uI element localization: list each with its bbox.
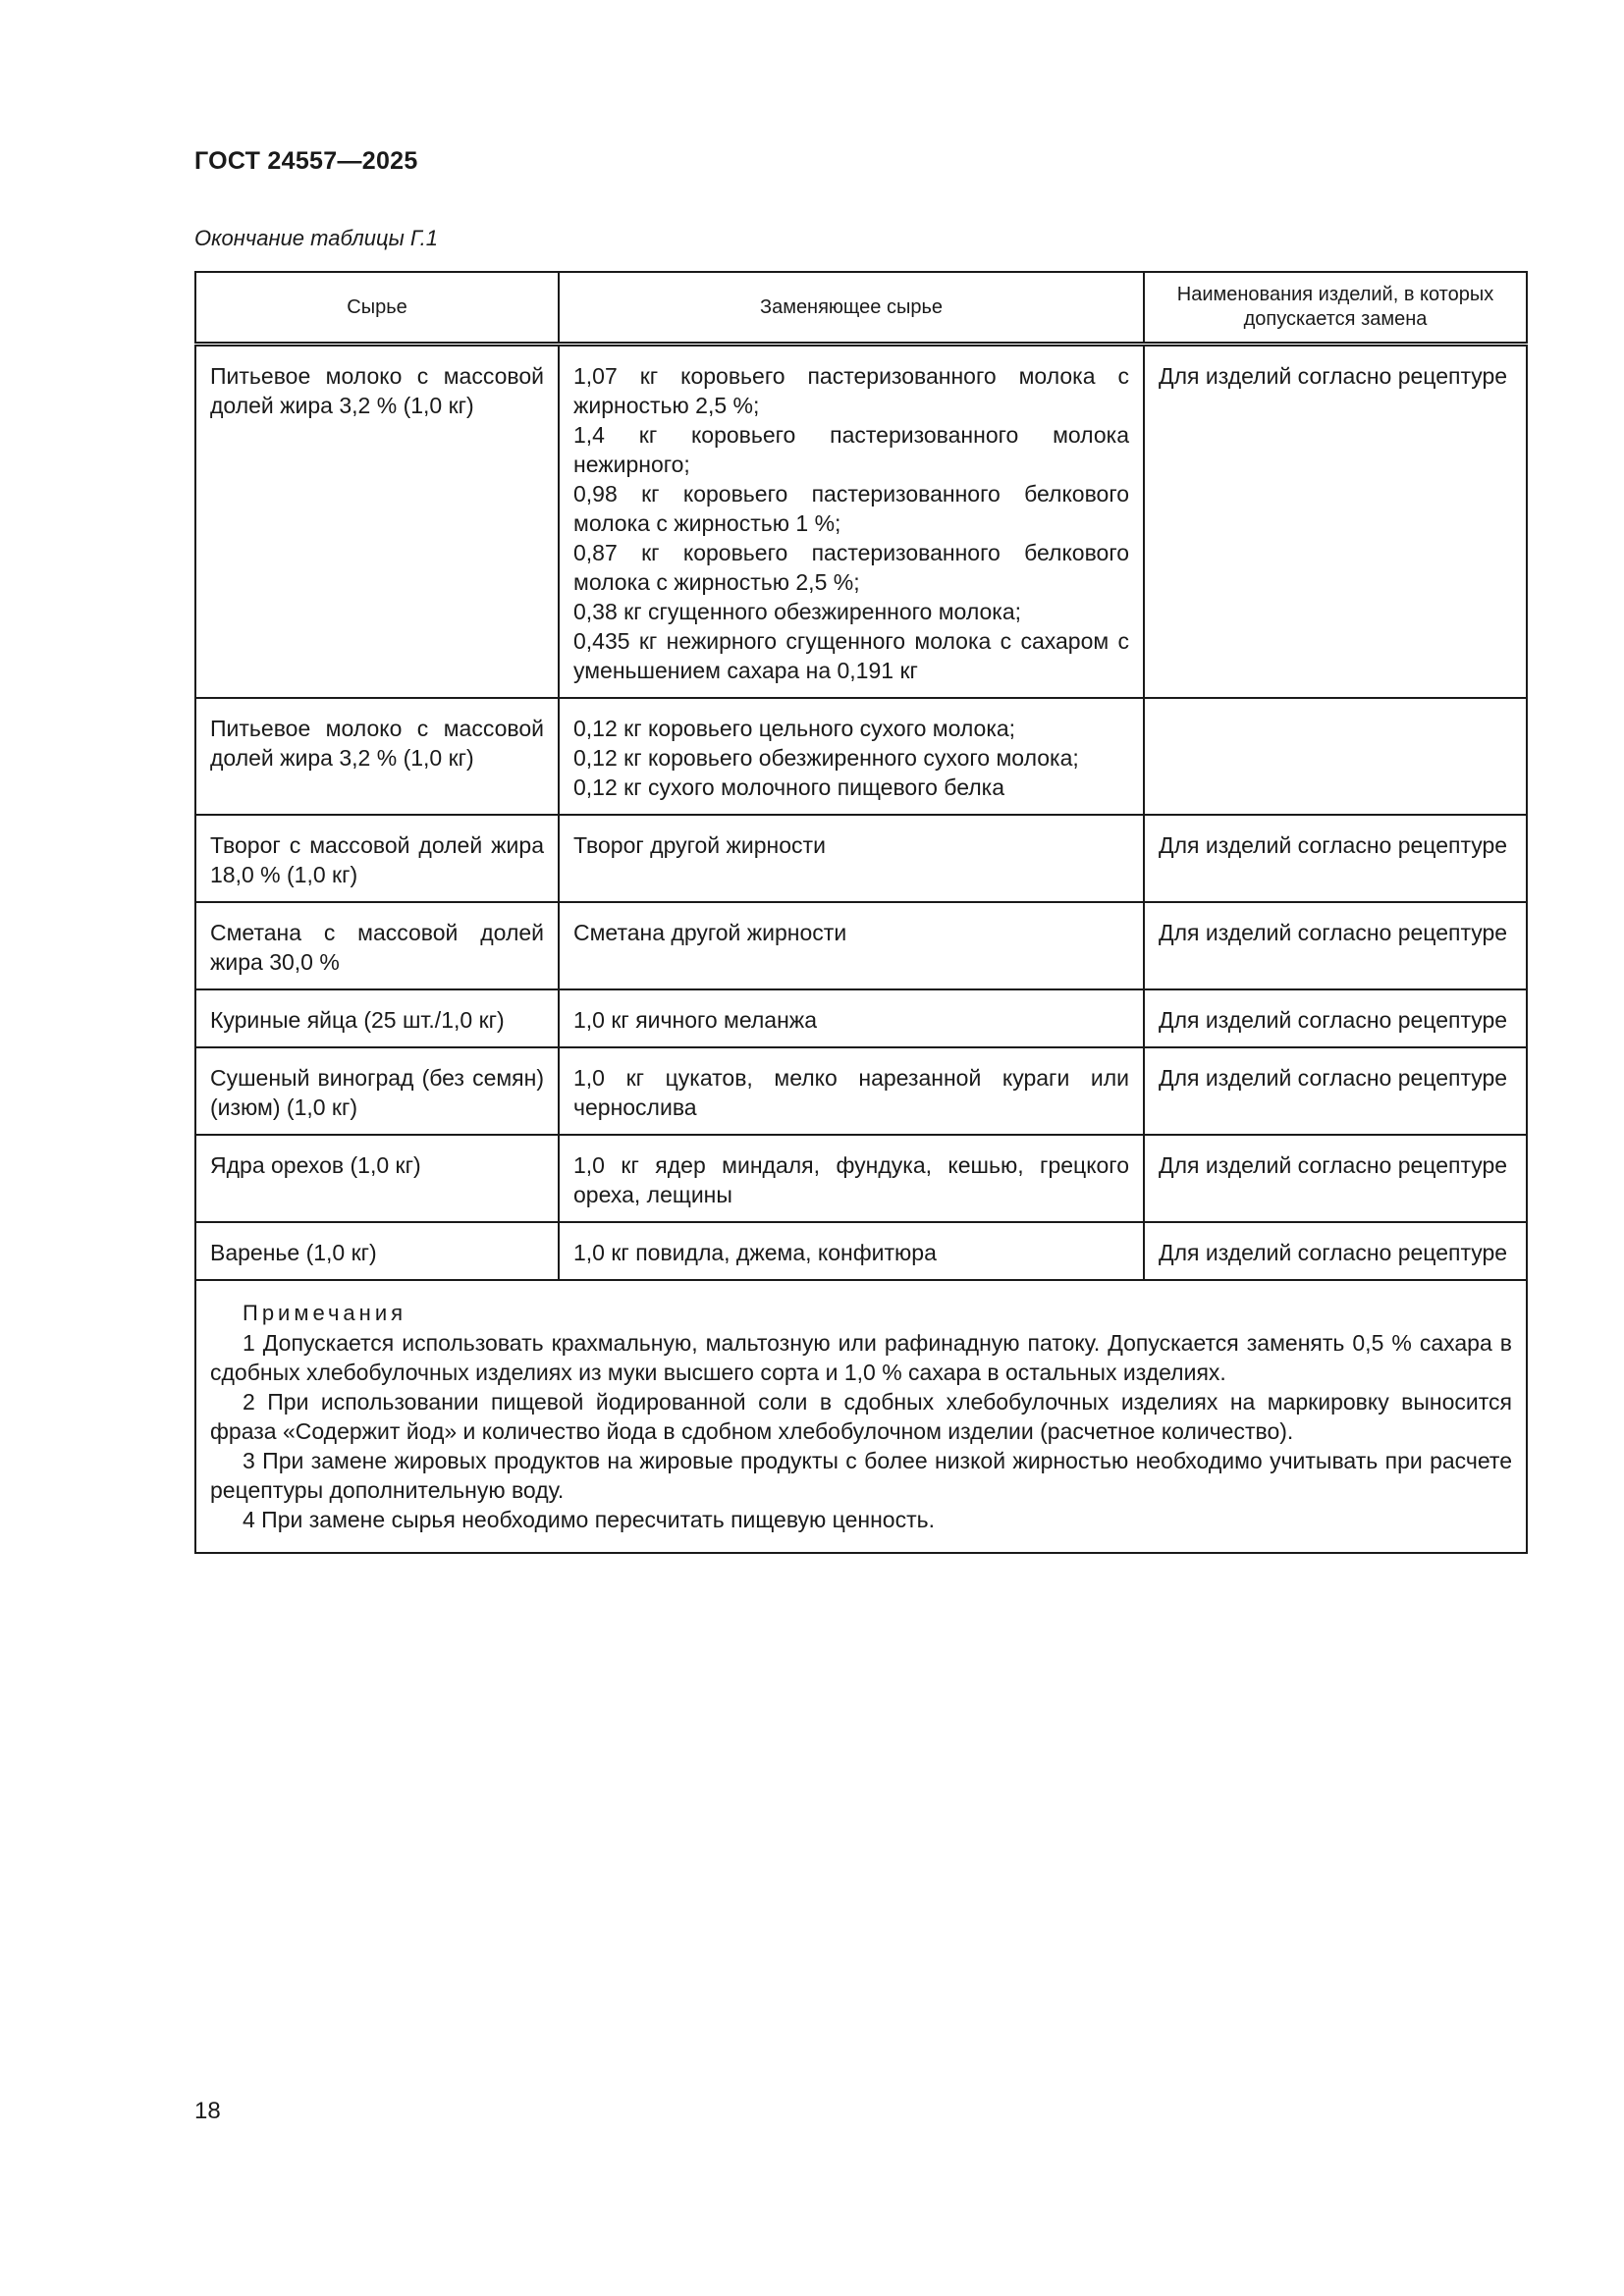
substitute-cell	[559, 345, 1144, 699]
raw-cell: Куриные яйца (25 шт./1,0 кг)	[195, 989, 559, 1047]
column-header-raw: Сырье	[195, 272, 559, 345]
products-cell: Для изделий согласно рецептуре	[1144, 1047, 1527, 1135]
table-row	[195, 902, 1527, 989]
column-header-products: Наименования изделий, в которых допускается замена	[1144, 272, 1527, 345]
document-header: ГОСТ 24557—2025	[194, 147, 418, 175]
table-caption: Окончание таблицы Г.1	[194, 226, 438, 250]
products-cell: Для изделий согласно рецептуре	[1144, 902, 1527, 989]
products-cell: Для изделий согласно рецептуре	[1144, 345, 1527, 699]
products-cell: Для изделий согласно рецептуре	[1144, 989, 1527, 1047]
table-row	[195, 989, 1527, 1047]
substitute-line: 0,87 кг коровьего пастеризованного белкового молока с жирностью 2,5 %;	[573, 540, 1129, 595]
substitute-line: 0,38 кг сгущенного обезжиренного молока;	[573, 599, 1022, 624]
raw-cell: Сметана с массовой долей жира 30,0 %	[195, 902, 559, 989]
notes-title: Примечания	[243, 1301, 407, 1325]
substitute-line: 0,12 кг сухого молочного пищевого белка	[573, 774, 1004, 800]
raw-cell: Ядра орехов (1,0 кг)	[195, 1135, 559, 1222]
raw-cell: Варенье (1,0 кг)	[195, 1222, 559, 1280]
notes-cell	[195, 1280, 1527, 1553]
substitute-cell: Творог другой жирности	[559, 815, 1144, 902]
products-cell	[1144, 698, 1527, 815]
page-number: 18	[194, 2098, 221, 2124]
substitute-cell: 1,0 кг ядер миндаля, фундука, кешью, грецкого ореха, лещины	[559, 1135, 1144, 1222]
substitute-cell: 1,0 кг цукатов, мелко нарезанной кураги или чернослива	[559, 1047, 1144, 1135]
products-cell: Для изделий согласно рецептуре	[1144, 815, 1527, 902]
table-row	[195, 698, 1527, 815]
note-item: 4 При замене сырья необходимо пересчитать пищевую ценность.	[243, 1507, 935, 1532]
substitution-table	[194, 271, 1528, 1554]
table-row	[195, 1047, 1527, 1135]
substitute-line: 0,12 кг коровьего обезжиренного сухого молока;	[573, 745, 1079, 771]
substitute-cell: Сметана другой жирности	[559, 902, 1144, 989]
table-row	[195, 1135, 1527, 1222]
substitute-cell: 1,0 кг повидла, джема, конфитюра	[559, 1222, 1144, 1280]
table-header-row	[195, 272, 1527, 345]
products-cell: Для изделий согласно рецептуре	[1144, 1222, 1527, 1280]
raw-cell: Питьевое молоко с массовой долей жира 3,2 % (1,0 кг)	[195, 345, 559, 699]
substitute-cell	[559, 698, 1144, 815]
notes-row	[195, 1280, 1527, 1553]
note-item: 3 При замене жировых продуктов на жировые продукты с более низкой жирностью необходимо учитывать при расчете рецептуры дополнительную воду.	[210, 1448, 1512, 1503]
note-item: 2 При использовании пищевой йодированной соли в сдобных хлебобулочных изделиях на маркировку выносится фраза «Содержит йод» и количество йода в сдобном хлебобулочном изделии (расчетное количество).	[210, 1389, 1512, 1444]
products-cell: Для изделий согласно рецептуре	[1144, 1135, 1527, 1222]
substitute-line: 1,07 кг коровьего пастеризованного молока с жирностью 2,5 %;	[573, 363, 1129, 418]
raw-cell: Питьевое молоко с массовой долей жира 3,2 % (1,0 кг)	[195, 698, 559, 815]
table-row	[195, 815, 1527, 902]
substitute-line: 0,98 кг коровьего пастеризованного белкового молока с жирностью 1 %;	[573, 481, 1129, 536]
substitute-line: 1,4 кг коровьего пастеризованного молока нежирного;	[573, 422, 1129, 477]
raw-cell: Творог с массовой долей жира 18,0 % (1,0 кг)	[195, 815, 559, 902]
note-item: 1 Допускается использовать крахмальную, мальтозную или рафинадную патоку. Допускается заменять 0,5 % сахара в сдобных хлебобулочных изделиях из муки высшего сорта и 1,0 % сахара в остальных изделиях.	[210, 1330, 1512, 1385]
substitute-line: 0,12 кг коровьего цельного сухого молока;	[573, 716, 1016, 741]
substitute-cell: 1,0 кг яичного меланжа	[559, 989, 1144, 1047]
table-row	[195, 345, 1527, 699]
column-header-substitute: Заменяющее сырье	[559, 272, 1144, 345]
substitute-line: 0,435 кг нежирного сгущенного молока с сахаром с уменьшением сахара на 0,191 кг	[573, 628, 1129, 683]
table-row	[195, 1222, 1527, 1280]
raw-cell: Сушеный виноград (без семян) (изюм) (1,0 кг)	[195, 1047, 559, 1135]
